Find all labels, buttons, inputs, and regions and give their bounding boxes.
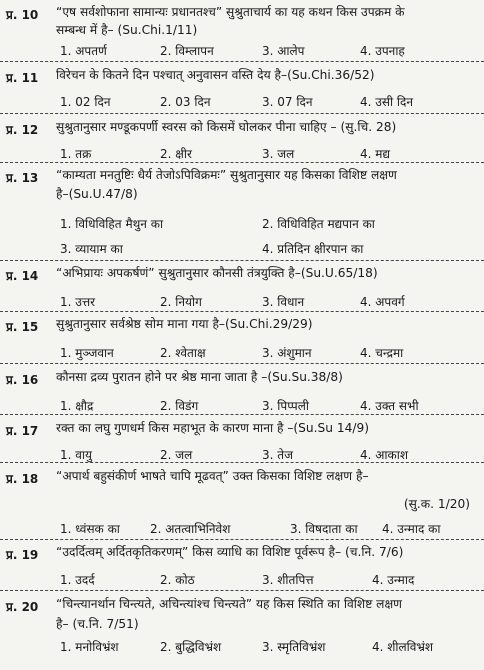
option-4: 4. चन्द्रमा [360,346,404,360]
question-text: “अभिप्रायः अपकर्षणं” सुश्रुतानुसार कौनसी तंत्रयुक्ति है–(Su.U.65/18) [56,266,378,280]
option-3: 3. व्यायाम का [60,242,123,256]
option-2: 2. विधिविहित मद्यपान का [262,217,375,231]
option-1: 1. वायु [60,448,93,462]
option-4: 4. उसी दिन [360,95,414,109]
question-text: सुश्रुतानुसार मण्डूकपर्णी स्वरस को किसमें घोलकर पीना चाहिए – (सु.चि. 28) [56,120,397,134]
option-4: 4. अपवर्ग [360,295,405,309]
question-number: प्र. 19 [6,548,39,562]
option-3: 3. तेज [262,448,294,462]
question-number: प्र. 12 [6,123,39,137]
question-text: विरेचन के कितने दिन पश्चात् अनुवासन वस्ति देय है–(Su.Chi.36/52) [56,68,375,82]
option-3: 3. स्मृतिविभ्रंश [262,640,326,654]
option-2: 2. बुद्धिविभ्रंश [160,640,222,654]
option-2: 2. विम्लापन [160,44,214,58]
option-3: 3. विषदाता का [290,522,358,536]
question-number: प्र. 15 [6,320,39,334]
option-4: 4. आकाश [360,448,409,462]
option-1: 1. उदर्द [60,573,95,587]
option-2: 2. श्वेताक्ष [160,346,206,360]
option-2: 2. जल [160,448,193,462]
question-number: प्र. 20 [6,600,39,614]
question-text: “एष सर्वशोफाना सामान्यः प्रधानतश्च” सुश्रुताचार्य का यह कथन किस उपक्रम के [56,5,405,19]
divider [0,113,484,114]
question-reference-line: है–(Su.U.47/8) [56,187,138,201]
question-number: प्र. 11 [6,71,39,85]
option-1: 1. क्षौद्र [60,399,94,413]
question-number: प्र. 10 [6,8,39,22]
question-number: प्र. 14 [6,269,39,283]
option-1: 1. ध्वंसक का [60,522,120,536]
question-text: “चिन्त्यानर्थान चिन्त्यते, अचिन्त्यांश्च चिन्त्यते” यह किस स्थिति का विशिष्ट लक्षण [56,597,402,611]
option-1: 1. मुञ्जवान [60,346,114,360]
option-2: 2. क्षीर [160,147,192,161]
divider [0,162,484,163]
divider [0,61,484,62]
question-text: “उदर्दित्वम् अर्दितकृतिकरणम्” किस व्याधि का विशिष्ट पूर्वरूप है– (च.नि. 7/6) [56,545,404,559]
option-3: 3. शीतपित्त [262,573,314,587]
option-4: 4. मद्य [360,147,390,161]
option-4: 4. उपनाह [360,44,405,58]
option-1: 1. 02 दिन [60,95,111,109]
divider [0,590,484,591]
question-reference-line: (सु.क. 1/20) [403,497,470,511]
option-3: 3. जल [262,147,295,161]
question-text: कौनसा द्रव्य पुरातन होने पर श्रेष्ठ माना जाता है –(Su.Su.38/8) [56,370,343,384]
question-reference-line: सम्बन्ध में है– (Su.Chi.1/11) [56,23,198,37]
question-number: प्र. 18 [6,472,39,486]
option-1: 1. मनोविभ्रंश [60,640,119,654]
option-2: 2. नियोग [160,295,202,309]
question-text: रक्त का लघु गुणधर्म किस महाभूत के कारण माना है –(Su.Su 14/9) [56,421,369,435]
option-4: 4. उन्माद का [382,522,441,536]
divider [0,414,484,415]
option-4: 4. शीलविभ्रंश [372,640,434,654]
divider [0,363,484,364]
question-text: “काम्यता मनतुष्टिः धैर्य तेजोऽपिविक्रमः” सुश्रुतानुसार यह किसका विशिष्ट लक्षण [56,168,397,182]
question-text: “अपार्थ बहुसंकीर्ण भाषते चापि मूढवत्” उक्त किसका विशिष्ट लक्षण है– [56,469,369,483]
question-number: प्र. 16 [6,373,39,387]
divider [0,311,484,312]
option-2: 2. विडंग [160,399,199,413]
option-3: 3. अंशुमान [262,346,312,360]
option-4: 4. उक्त सभी [360,399,419,413]
option-1: 1. अपतर्ण [60,44,107,58]
option-2: 2. कोठ [160,573,195,587]
option-4: 4. उन्माद [372,573,415,587]
option-3: 3. आलेप [262,44,305,58]
question-number: प्र. 17 [6,424,39,438]
option-1: 1. उत्तर [60,295,96,309]
option-3: 3. पिप्पली [262,399,309,413]
divider [0,260,484,261]
question-reference-line: है– (च.नि. 7/51) [56,617,139,631]
option-1: 1. तक्र [60,147,92,161]
question-text: सुश्रुतानुसार सर्वश्रेष्ठ सोम माना गया है–(Su.Chi.29/29) [56,317,313,331]
option-1: 1. विधिविहित मैथुन का [60,217,164,231]
option-4: 4. प्रतिदिन क्षीरपान का [262,242,364,256]
divider [0,462,484,463]
question-number: प्र. 13 [6,171,39,185]
option-2: 2. अतत्वाभिनिवेश [150,522,231,536]
divider [0,539,484,540]
option-3: 3. 07 दिन [262,95,313,109]
option-2: 2. 03 दिन [160,95,211,109]
option-3: 3. विधान [262,295,305,309]
